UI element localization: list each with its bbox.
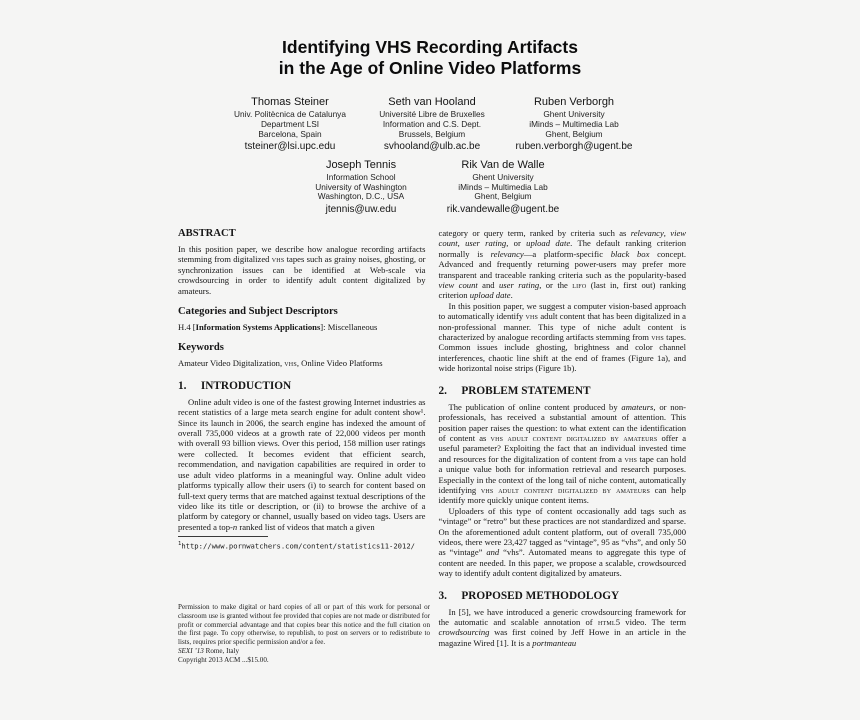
intro-paragraph-2: In this position paper, we suggest a computer vision-based approach to automatically identify vhs adult content that has been digitalized in a non-professional manner. This type of niche adult content is characterized by analogue recording artifacts stemming from vhs tapes. Common issues include ghosting, brightness and color channel interferences, chaotic line shift at the end of frames (Figure 1a), and wide horizontal noise strips (Figure 1b). bbox=[438, 300, 686, 374]
column-right bbox=[439, 228, 687, 648]
author-name: Rik Van de Walle bbox=[461, 158, 545, 171]
author-block bbox=[432, 159, 574, 216]
section-2-title: PROBLEM STATEMENT bbox=[461, 384, 591, 397]
footnote-separator bbox=[178, 536, 268, 537]
permission-venue: SEXI ’13 Rome, Italy bbox=[178, 646, 240, 655]
paper-title-line1: Identifying VHS Recording Artifacts bbox=[282, 37, 578, 57]
categories-text: H.4 [Information Systems Applications]: Miscellaneous bbox=[178, 322, 378, 333]
author-email: rik.vandewalle@ugent.be bbox=[446, 203, 560, 215]
keywords-heading: Keywords bbox=[178, 342, 224, 354]
author-name: Seth van Hooland bbox=[388, 96, 476, 108]
author-email: tsteiner@lsi.upc.edu bbox=[244, 140, 336, 152]
abstract-heading: ABSTRACT bbox=[178, 228, 236, 239]
problem-statement-paragraph-2: Uploaders of this type of content occasionally add tags such as “vintage” or “retro” but these practices are not standardized and sparse. On the aforementioned adult content platform, out of overall 735,000 videos, there were 23,427 tagged as “vintage”, 95 as “vhs”, and only 50 as “vintage” and “vhs”. Automated means to aggregate this type of content are needed. In this paper, we propose a scalable, crowdsourced way to identify adult content digitalized by amateurs. bbox=[438, 505, 686, 579]
authors-block bbox=[176, 96, 688, 216]
authors-row-2 bbox=[176, 159, 688, 216]
author-block bbox=[219, 96, 361, 153]
author-affiliation: Univ. Politècnica de Catalunya bbox=[234, 109, 346, 119]
author-block bbox=[361, 96, 503, 153]
footnote-marker: 1 bbox=[178, 541, 182, 548]
permission-block bbox=[178, 603, 430, 665]
section-2-number: 2. bbox=[438, 384, 447, 397]
column-left bbox=[178, 228, 426, 648]
keywords-text: Amateur Video Digitalization, vhs, Online Video Platforms bbox=[178, 358, 383, 369]
author-affiliation: Washington, D.C., USA bbox=[317, 191, 405, 202]
author-affiliation: Ghent University bbox=[472, 171, 534, 182]
abstract-text: In this position paper, we describe how analogue recording artifacts stemming from digitalized vhs tapes such as grainy noises, ghosting, or synchronization issues can be identified at Web-scale via crowdsourcing in order to identify adult content digitalized by amateurs. bbox=[178, 244, 426, 296]
author-affiliation: Ghent, Belgium bbox=[474, 191, 532, 202]
author-affiliation: University of Washington bbox=[315, 181, 407, 192]
section-1-number: 1. bbox=[178, 379, 187, 392]
author-affiliation: Ghent University bbox=[543, 109, 605, 119]
author-name: Joseph Tennis bbox=[325, 158, 397, 171]
paper-title-line2: in the Age of Online Video Platforms bbox=[278, 58, 582, 78]
author-affiliation: iMinds – Multimedia Lab bbox=[458, 181, 548, 192]
author-name: Ruben Verborgh bbox=[533, 96, 615, 108]
footnote-1 bbox=[178, 540, 426, 550]
author-affiliation: Barcelona, Spain bbox=[258, 128, 322, 139]
authors-row-1 bbox=[176, 96, 688, 153]
section-1-heading bbox=[178, 380, 426, 393]
introduction-text: Online adult video is one of the fastest growing Internet industries as recent statistics of a large meta search engine for adult content show¹. Since its launch in 2006, the search engine has indexed the amount of overall 735,000 videos at a growth rate of 22,000 videos per month with overall 93 billion views. Over this period, 158 million user ratings were collected. It becomes evident that efficient search, recommendation, and navigation capabilities are required in order to use adult video platforms in a meaningful way. Online adult video platforms typically allow their users (i) to search for content based on full-text query terms that are matched against textual descriptions of the video like its title or description, or (ii) to browse the archive of a platform by category or channel, usually based on video tags. Users are presented a top-n ranked list of videos that match a given bbox=[178, 396, 426, 532]
author-block bbox=[290, 159, 432, 216]
author-affiliation: Information School bbox=[326, 171, 396, 182]
author-email: ruben.verborgh@ugent.be bbox=[515, 140, 633, 152]
author-affiliation: Brussels, Belgium bbox=[398, 128, 466, 139]
intro-continuation-text: category or query term, ranked by criteria such as relevancy, view count, user rating, or upload date. The default ranking criterion normally is relevancy—a platform-specific black box concept. Advanced and frequently returning power-users may prefer more transparent and traceable ranking criteria such as the popularity-based view count and user rating, or the lifo (last in, first out) ranking criterion upload date. bbox=[438, 228, 687, 301]
section-1-title: INTRODUCTION bbox=[200, 379, 292, 392]
author-affiliation: Ghent, Belgium bbox=[545, 128, 603, 139]
author-affiliation: Department LSI bbox=[260, 118, 320, 129]
categories-heading: Categories and Subject Descriptors bbox=[178, 306, 338, 318]
author-name: Thomas Steiner bbox=[251, 96, 329, 108]
author-email: svhooland@ulb.ac.be bbox=[383, 140, 481, 152]
paper-title bbox=[0, 37, 860, 79]
section-3-title: PROPOSED METHODOLOGY bbox=[461, 589, 620, 602]
problem-statement-paragraph-1: The publication of online content produced by amateurs, or non-professionals, has received a substantial amount of attention. This position paper raises the question: to what extent can the identification of content as vhs adult content digitalized by amateurs offer a useful parameter? Exploiting the fact that an individual invested time and resources for the digitalization of content from a vhs tape can hold a unique value both for information retrieval and research purposes. Especially in the context of the long tail of niche content, automatically identifying vhs adult content digitalized by amateurs can help identify more quickly unique content items. bbox=[438, 401, 687, 506]
section-2-heading bbox=[439, 385, 687, 398]
author-block bbox=[503, 96, 645, 153]
permission-copyright: Copyright 2013 ACM ...$15.00. bbox=[178, 655, 269, 664]
footnote-url: http://www.pornwatchers.com/content/statistics11-2012/ bbox=[181, 541, 415, 551]
author-affiliation: iMinds – Multimedia Lab bbox=[529, 118, 619, 129]
section-3-heading bbox=[439, 590, 687, 603]
methodology-paragraph-1: In [5], we have introduced a generic crowdsourcing framework for the automatic and scalable annotation of html5 video. The term crowdsourcing was first coined by Jeff Howe in an article in the magazine Wired [1]. It is a portmanteau bbox=[438, 606, 687, 648]
permission-text: Permission to make digital or hard copies of all or part of this work for personal or classroom use is granted without fee provided that copies are not made or distributed for profit or commercial advantage and that copies bear this notice and the full citation on the first page. To copy otherwise, to republish, to post on servers or to redistribute to lists, requires prior specific permission and/or a fee. bbox=[178, 603, 430, 647]
body-columns bbox=[178, 228, 686, 648]
author-affiliation: Université Libre de Bruxelles bbox=[379, 109, 485, 119]
section-3-number: 3. bbox=[438, 589, 447, 602]
author-email: jtennis@uw.edu bbox=[325, 203, 397, 215]
author-affiliation: Information and C.S. Dept. bbox=[382, 118, 482, 129]
